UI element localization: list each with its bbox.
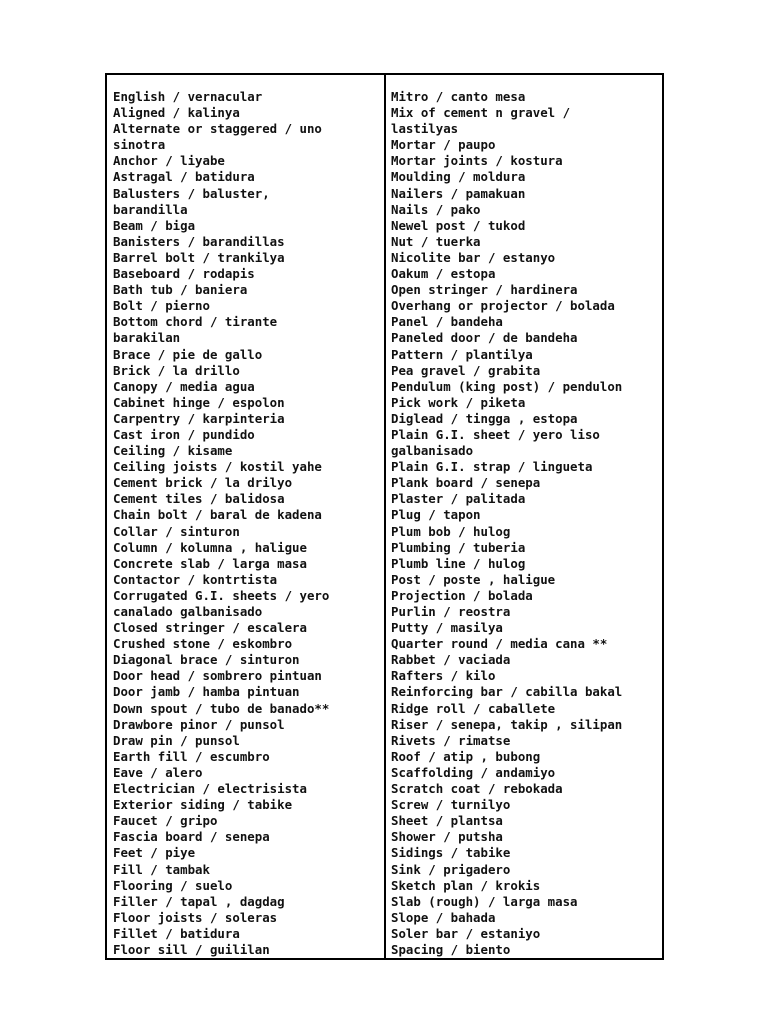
glossary-entry: Ceiling / kisame	[113, 443, 233, 459]
glossary-entry: Putty / masilya	[391, 620, 503, 636]
glossary-entry: Quarter round / media cana **	[391, 636, 608, 652]
glossary-entry: Corrugated G.I. sheets / yero canalado galbanisado	[113, 587, 330, 619]
glossary-entry: Fillet / batidura	[113, 925, 240, 941]
glossary-entry: Purlin / reostra	[391, 604, 511, 619]
glossary-entry: Plug / tapon	[391, 507, 481, 523]
glossary-entry: Reinforcing bar / cabilla bakal	[391, 684, 623, 700]
glossary-entry: Door head / sombrero pintuan	[113, 668, 322, 684]
glossary-entry: Draw pin / punsol	[113, 732, 240, 748]
glossary-entry: Banisters / barandillas	[113, 233, 285, 249]
glossary-entry: Earth fill / escumbro	[113, 748, 270, 764]
glossary-entry: Cement tiles / balidosa	[113, 491, 285, 507]
glossary-entry: Slab (rough) / larga masa	[391, 893, 578, 909]
glossary-entry: Mix of cement n gravel / lastilyas	[391, 105, 571, 137]
glossary-entry: Rabbet / vaciada	[391, 652, 511, 668]
glossary-entry: Plumbing / tuberia	[391, 539, 526, 555]
glossary-entry: Anchor / liyabe	[113, 153, 225, 169]
glossary-entry: Spacing / biento	[391, 941, 511, 957]
glossary-entry: Nut / tuerka	[391, 233, 481, 249]
glossary-entry: Floor joists / soleras	[113, 909, 278, 925]
left-column	[107, 75, 386, 958]
glossary-entry: Scratch coat / rebokada	[391, 781, 563, 797]
glossary-entry: Sink / prigadero	[391, 861, 511, 877]
glossary-table	[105, 73, 664, 960]
glossary-entry: Post / poste , haligue	[391, 571, 556, 587]
glossary-entry: Rafters / kilo	[391, 668, 496, 684]
glossary-entry: Mortar joints / kostura	[391, 153, 563, 169]
right-column	[386, 75, 662, 958]
glossary-entry: Faucet / gripo	[113, 813, 218, 829]
glossary-entry: Cement brick / la drilyo	[113, 475, 293, 491]
glossary-entry: Aligned / kalinya	[113, 105, 240, 121]
glossary-entry: Bolt / pierno	[113, 298, 210, 314]
glossary-entry: Pea gravel / grabita	[391, 362, 541, 378]
glossary-entry: Cabinet hinge / espolon	[113, 394, 285, 410]
glossary-entry: Paneled door / de bandeha	[391, 330, 578, 346]
glossary-entry: Roof / atip , bubong	[391, 748, 541, 764]
glossary-entry: Canopy / media agua	[113, 378, 255, 394]
glossary-entry: Newel post / tukod	[391, 217, 526, 233]
glossary-entry: Bottom chord / tirante barakilan	[113, 314, 278, 346]
glossary-entry: Scaffolding / andamiyo	[391, 764, 556, 780]
glossary-entry: Plain G.I. strap / lingueta	[391, 459, 593, 475]
glossary-entry: Balusters / baluster, barandilla	[113, 185, 270, 217]
glossary-entry: Open stringer / hardinera	[391, 282, 578, 298]
glossary-entry: Projection / bolada	[391, 587, 533, 603]
glossary-entry: Astragal / batidura	[113, 169, 255, 185]
glossary-entry: Ceiling joists / kostil yahe	[113, 459, 322, 475]
glossary-entry: Down spout / tubo de banado**	[113, 700, 330, 716]
glossary-entry: Screw / turnilyo	[391, 797, 511, 813]
glossary-entry: Chain bolt / baral de kadena	[113, 507, 322, 523]
glossary-entry: Flooring / suelo	[113, 877, 233, 893]
glossary-entry: Barrel bolt / trankilya	[113, 249, 285, 265]
glossary-entry: Slope / bahada	[391, 909, 496, 925]
glossary-entry: English / vernacular	[113, 89, 263, 104]
glossary-entry: Plum bob / hulog	[391, 523, 511, 539]
glossary-entry: Rivets / rimatse	[391, 732, 511, 748]
glossary-entry: Panel / bandeha	[391, 314, 503, 330]
glossary-entry: Eave / alero	[113, 764, 203, 780]
glossary-entry: Column / kolumna , haligue	[113, 539, 307, 555]
glossary-entry: Concrete slab / larga masa	[113, 555, 307, 571]
glossary-entry: Diglead / tingga , estopa	[391, 410, 578, 426]
glossary-entry: Nicolite bar / estanyo	[391, 249, 556, 265]
glossary-entry: Crushed stone / eskombro	[113, 636, 293, 652]
glossary-entry: Cast iron / pundido	[113, 426, 255, 442]
glossary-entry: Ridge roll / caballete	[391, 700, 556, 716]
glossary-entry: Nailers / pamakuan	[391, 185, 526, 201]
glossary-entry: Plumb line / hulog	[391, 555, 526, 571]
glossary-entry: Diagonal brace / sinturon	[113, 652, 300, 668]
glossary-entry: Oakum / estopa	[391, 266, 496, 282]
glossary-entry: Pattern / plantilya	[391, 346, 533, 362]
glossary-entry: Soler bar / estaniyo	[391, 925, 541, 941]
glossary-entry: Brick / la drillo	[113, 362, 240, 378]
glossary-entry: Baseboard / rodapis	[113, 266, 255, 282]
glossary-entry: Brace / pie de gallo	[113, 346, 263, 362]
glossary-entry: Filler / tapal , dagdag	[113, 893, 285, 909]
glossary-entry: Closed stringer / escalera	[113, 620, 307, 636]
glossary-entry: Moulding / moldura	[391, 169, 526, 185]
glossary-entry: Carpentry / karpinteria	[113, 410, 285, 426]
glossary-entry: Nails / pako	[391, 201, 481, 217]
glossary-entry: Pick work / piketa	[391, 394, 526, 410]
glossary-entry: Riser / senepa, takip , silipan	[391, 716, 623, 732]
glossary-entry: Floor sill / guililan	[113, 941, 270, 957]
glossary-entry: Door jamb / hamba pintuan	[113, 684, 300, 700]
glossary-entry: Fascia board / senepa	[113, 829, 270, 845]
glossary-entry: Overhang or projector / bolada	[391, 298, 615, 314]
glossary-entry: Drawbore pinor / punsol	[113, 716, 285, 732]
glossary-entry: Collar / sinturon	[113, 523, 240, 539]
glossary-entry: Sketch plan / krokis	[391, 877, 541, 893]
glossary-entry: Shower / putsha	[391, 829, 503, 845]
glossary-entry: Fill / tambak	[113, 861, 210, 877]
glossary-entry: Contactor / kontrtista	[113, 571, 278, 587]
glossary-entry: Mitro / canto mesa	[391, 89, 526, 104]
glossary-entry: Exterior siding / tabike	[113, 797, 293, 813]
glossary-entry: Beam / biga	[113, 217, 196, 233]
glossary-entry: Sheet / plantsa	[391, 813, 503, 829]
glossary-entry: Electrician / electrisista	[113, 781, 307, 797]
glossary-entry: Sidings / tabike	[391, 845, 511, 861]
glossary-entry: Bath tub / baniera	[113, 282, 248, 298]
glossary-entry: Alternate or staggered / uno sinotra	[113, 121, 322, 153]
glossary-entry: Plaster / palitada	[391, 491, 526, 507]
glossary-entry: Pendulum (king post) / pendulon	[391, 378, 623, 394]
glossary-entry: Feet / piye	[113, 845, 196, 861]
glossary-entry: Plain G.I. sheet / yero liso galbanisado	[391, 426, 600, 459]
glossary-entry: Plank board / senepa	[391, 475, 541, 491]
glossary-entry: Mortar / paupo	[391, 137, 496, 153]
